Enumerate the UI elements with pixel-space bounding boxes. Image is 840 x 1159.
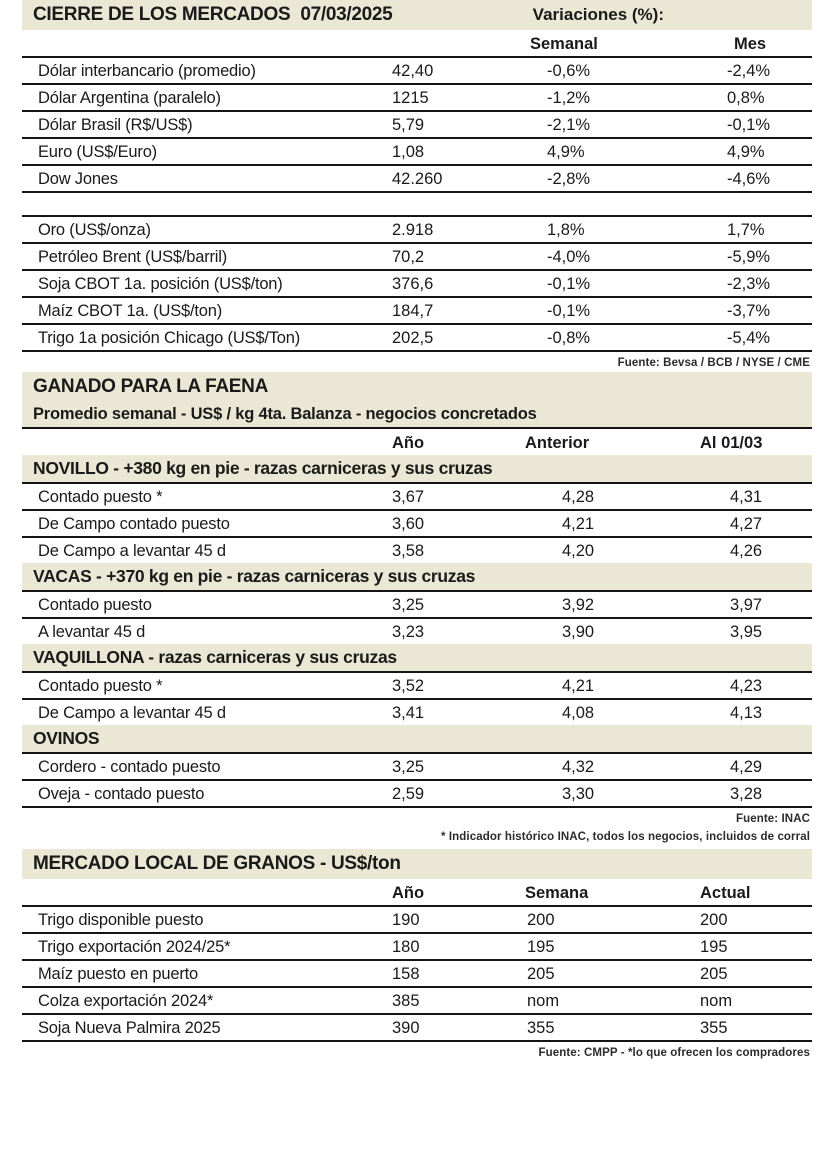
row-label: Maíz CBOT 1a. (US$/ton) bbox=[38, 302, 222, 321]
row-year: 3,67 bbox=[392, 487, 425, 506]
markets-col-mes: Mes bbox=[734, 35, 767, 54]
table-bottom-rule bbox=[22, 1040, 812, 1042]
row-label: Contado puesto * bbox=[38, 487, 163, 506]
table-row bbox=[22, 509, 812, 536]
row-label: Cordero - contado puesto bbox=[38, 757, 221, 776]
row-label: Oveja - contado puesto bbox=[38, 784, 205, 803]
row-month: -2,3% bbox=[727, 275, 771, 294]
row-at: 4,27 bbox=[730, 514, 763, 533]
table-row bbox=[22, 1013, 812, 1040]
table-row bbox=[22, 752, 812, 779]
row-current: 205 bbox=[700, 965, 728, 984]
row-label: Soja CBOT 1a. posición (US$/ton) bbox=[38, 275, 283, 294]
row-week: 355 bbox=[527, 1019, 555, 1038]
table-row bbox=[22, 164, 812, 191]
row-weekly: -4,0% bbox=[547, 248, 591, 267]
row-label: De Campo contado puesto bbox=[38, 514, 230, 533]
cattle-source: Fuente: INAC bbox=[735, 812, 810, 825]
table-row bbox=[22, 215, 812, 242]
grains-col-actual: Actual bbox=[700, 884, 751, 903]
row-year: 2,59 bbox=[392, 784, 425, 803]
grains-table bbox=[22, 905, 812, 1042]
row-previous: 3,92 bbox=[562, 595, 595, 614]
row-weekly: -0,1% bbox=[547, 275, 591, 294]
table-row bbox=[22, 671, 812, 698]
markets-table-group1 bbox=[22, 56, 812, 193]
row-at: 4,31 bbox=[730, 487, 763, 506]
row-label: Colza exportación 2024* bbox=[38, 992, 214, 1011]
row-value: 5,79 bbox=[392, 116, 425, 135]
row-at: 3,28 bbox=[730, 784, 763, 803]
markets-title: CIERRE DE LOS MERCADOS bbox=[33, 4, 291, 25]
cattle-title: GANADO PARA LA FAENA bbox=[33, 376, 269, 398]
row-current: 200 bbox=[700, 911, 728, 930]
markets-header-row bbox=[33, 4, 812, 26]
row-month: 1,7% bbox=[727, 221, 765, 240]
row-year: 3,41 bbox=[392, 703, 425, 722]
table-row bbox=[22, 323, 812, 350]
table-row bbox=[22, 959, 812, 986]
row-week: 200 bbox=[527, 911, 555, 930]
row-month: -3,7% bbox=[727, 302, 771, 321]
grains-section-header bbox=[22, 849, 812, 879]
table-row bbox=[22, 110, 812, 137]
row-value: 1,08 bbox=[392, 143, 425, 162]
row-month: -4,6% bbox=[727, 170, 771, 189]
row-at: 3,95 bbox=[730, 622, 763, 641]
row-weekly: 1,8% bbox=[547, 221, 585, 240]
row-week: 195 bbox=[527, 938, 555, 957]
row-previous: 3,90 bbox=[562, 622, 595, 641]
markets-col-semanal: Semanal bbox=[530, 35, 598, 54]
row-year: 3,58 bbox=[392, 541, 425, 560]
row-month: 0,8% bbox=[727, 89, 765, 108]
row-weekly: -1,2% bbox=[547, 89, 591, 108]
table-row bbox=[22, 536, 812, 563]
row-previous: 4,21 bbox=[562, 676, 595, 695]
row-year: 180 bbox=[392, 938, 420, 957]
table-row bbox=[22, 590, 812, 617]
cattle-rows-vacas bbox=[22, 590, 812, 644]
row-label: Contado puesto bbox=[38, 595, 152, 614]
row-label: Dólar interbancario (promedio) bbox=[38, 62, 256, 81]
row-label: Trigo 1a posición Chicago (US$/Ton) bbox=[38, 329, 301, 348]
row-label: Dow Jones bbox=[38, 170, 118, 189]
row-at: 4,13 bbox=[730, 703, 763, 722]
table-row bbox=[22, 482, 812, 509]
markets-source: Fuente: Bevsa / BCB / NYSE / CME bbox=[617, 357, 810, 370]
table-row bbox=[22, 242, 812, 269]
row-label: De Campo a levantar 45 d bbox=[38, 703, 226, 722]
cattle-rows-ovinos bbox=[22, 752, 812, 808]
cattle-rows-vaquillona bbox=[22, 671, 812, 725]
markets-title-group bbox=[33, 4, 392, 26]
cattle-section-header bbox=[22, 372, 812, 402]
cattle-category-novillo: NOVILLO - +380 kg en pie - razas carniceras y sus cruzas bbox=[22, 455, 812, 482]
table-row bbox=[22, 698, 812, 725]
grains-column-headers bbox=[22, 879, 812, 905]
cattle-footnote: * Indicador histórico INAC, todos los negocios, incluidos de corral bbox=[441, 830, 810, 843]
grains-col-ano: Año bbox=[392, 884, 425, 903]
row-year: 190 bbox=[392, 911, 420, 930]
markets-section-header bbox=[22, 0, 812, 30]
markets-table-group2 bbox=[22, 215, 812, 352]
row-at: 4,23 bbox=[730, 676, 763, 695]
row-label: De Campo a levantar 45 d bbox=[38, 541, 226, 560]
table-row bbox=[22, 905, 812, 932]
row-value: 42.260 bbox=[392, 170, 443, 189]
row-current: nom bbox=[700, 992, 733, 1011]
table-row bbox=[22, 617, 812, 644]
row-previous: 4,21 bbox=[562, 514, 595, 533]
grains-title: MERCADO LOCAL DE GRANOS - US$/ton bbox=[33, 852, 401, 874]
row-current: 195 bbox=[700, 938, 728, 957]
row-year: 390 bbox=[392, 1019, 420, 1038]
table-row bbox=[22, 986, 812, 1013]
row-month: -2,4% bbox=[727, 62, 771, 81]
row-week: nom bbox=[527, 992, 560, 1011]
row-label: Soja Nueva Palmira 2025 bbox=[38, 1019, 221, 1038]
row-month: -5,9% bbox=[727, 248, 771, 267]
row-year: 385 bbox=[392, 992, 420, 1011]
table-bottom-rule bbox=[22, 191, 812, 193]
cattle-subtitle: Promedio semanal - US$ / kg 4ta. Balanza - negocios concretados bbox=[22, 403, 812, 427]
row-label: Oro (US$/onza) bbox=[38, 221, 151, 240]
row-month: -5,4% bbox=[727, 329, 771, 348]
row-value: 2.918 bbox=[392, 221, 434, 240]
row-current: 355 bbox=[700, 1019, 728, 1038]
row-value: 184,7 bbox=[392, 302, 434, 321]
cattle-category-ovinos: OVINOS bbox=[22, 725, 812, 752]
row-year: 3,23 bbox=[392, 622, 425, 641]
row-year: 3,60 bbox=[392, 514, 425, 533]
row-previous: 3,30 bbox=[562, 784, 595, 803]
row-label: Trigo exportación 2024/25* bbox=[38, 938, 231, 957]
grains-source: Fuente: CMPP - *lo que ofrecen los compradores bbox=[538, 1047, 810, 1060]
row-previous: 4,32 bbox=[562, 757, 595, 776]
table-row bbox=[22, 269, 812, 296]
table-row bbox=[22, 56, 812, 83]
markets-column-headers bbox=[22, 30, 812, 56]
row-month: 4,9% bbox=[727, 143, 765, 162]
row-weekly: -2,8% bbox=[547, 170, 591, 189]
row-year: 3,25 bbox=[392, 757, 425, 776]
row-at: 4,26 bbox=[730, 541, 763, 560]
markets-group-gap bbox=[22, 193, 812, 215]
row-label: Trigo disponible puesto bbox=[38, 911, 204, 930]
table-row bbox=[22, 83, 812, 110]
table-bottom-rule bbox=[22, 806, 812, 808]
row-month: -0,1% bbox=[727, 116, 771, 135]
cattle-col-ano: Año bbox=[392, 433, 425, 452]
cattle-category-vaquillona: VAQUILLONA - razas carniceras y sus cruzas bbox=[22, 644, 812, 671]
row-previous: 4,08 bbox=[562, 703, 595, 722]
row-year: 158 bbox=[392, 965, 420, 984]
table-row bbox=[22, 932, 812, 959]
table-row bbox=[22, 779, 812, 806]
row-weekly: -0,6% bbox=[547, 62, 591, 81]
cattle-rows-novillo bbox=[22, 482, 812, 563]
row-value: 70,2 bbox=[392, 248, 425, 267]
row-value: 1215 bbox=[392, 89, 429, 108]
table-row bbox=[22, 296, 812, 323]
row-value: 376,6 bbox=[392, 275, 434, 294]
row-label: A levantar 45 d bbox=[38, 622, 146, 641]
row-weekly: -2,1% bbox=[547, 116, 591, 135]
row-previous: 4,20 bbox=[562, 541, 595, 560]
row-value: 202,5 bbox=[392, 329, 434, 348]
markets-date: 07/03/2025 bbox=[300, 4, 393, 25]
cattle-category-vacas: VACAS - +370 kg en pie - razas carniceras y sus cruzas bbox=[22, 563, 812, 590]
row-at: 3,97 bbox=[730, 595, 763, 614]
row-at: 4,29 bbox=[730, 757, 763, 776]
row-label: Maíz puesto en puerto bbox=[38, 965, 198, 984]
row-year: 3,52 bbox=[392, 676, 425, 695]
grains-col-semana: Semana bbox=[525, 884, 589, 903]
row-weekly: -0,8% bbox=[547, 329, 591, 348]
row-label: Euro (US$/Euro) bbox=[38, 143, 157, 162]
row-week: 205 bbox=[527, 965, 555, 984]
table-row bbox=[22, 137, 812, 164]
row-label: Contado puesto * bbox=[38, 676, 163, 695]
cattle-col-anterior: Anterior bbox=[525, 433, 590, 452]
row-label: Dólar Argentina (paralelo) bbox=[38, 89, 221, 108]
row-label: Petróleo Brent (US$/barril) bbox=[38, 248, 228, 267]
row-label: Dólar Brasil (R$/US$) bbox=[38, 116, 193, 135]
row-value: 42,40 bbox=[392, 62, 434, 81]
markets-variations-label: Variaciones (%): bbox=[532, 5, 664, 24]
row-weekly: 4,9% bbox=[547, 143, 585, 162]
row-year: 3,25 bbox=[392, 595, 425, 614]
cattle-column-headers bbox=[22, 429, 812, 455]
table-bottom-rule bbox=[22, 350, 812, 352]
market-report-page bbox=[22, 0, 812, 1062]
row-previous: 4,28 bbox=[562, 487, 595, 506]
cattle-col-al: Al 01/03 bbox=[700, 433, 763, 452]
row-weekly: -0,1% bbox=[547, 302, 591, 321]
